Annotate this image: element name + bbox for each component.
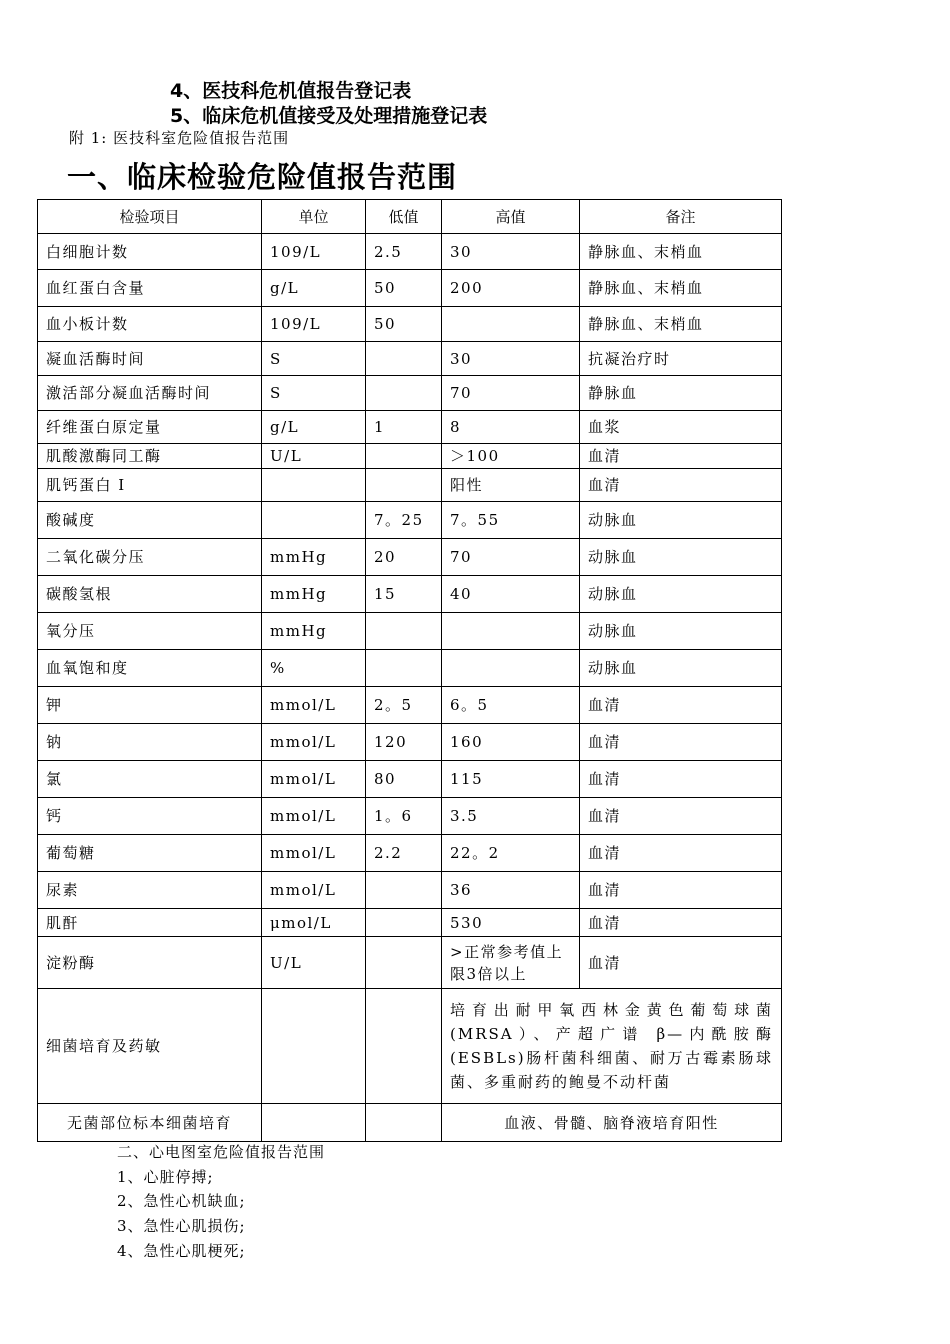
cell-unit: mmol/L (262, 835, 366, 872)
cell-note: 动脉血 (580, 613, 782, 650)
cell-unit: 109/L (262, 234, 366, 270)
cell-high (442, 613, 580, 650)
cell-low (366, 469, 442, 502)
cell-unit: mmol/L (262, 724, 366, 761)
table-row (38, 909, 782, 937)
cell-high (442, 307, 580, 342)
cell-note: 血清 (580, 469, 782, 502)
cell-low: 50 (366, 270, 442, 307)
cell-low (366, 376, 442, 411)
table-row (38, 613, 782, 650)
cell-item: 肌酐 (38, 909, 262, 937)
header-item: 检验项目 (38, 200, 262, 234)
table-row (38, 469, 782, 502)
cell-note: 血清 (580, 909, 782, 937)
cell-high: 阳性 (442, 469, 580, 502)
cell-high: 22。2 (442, 835, 580, 872)
ecg-item-1: 1、心脏停搏; (117, 1168, 214, 1186)
cell-unit: μmol/L (262, 909, 366, 937)
table-row (38, 937, 782, 989)
cell-unit: mmHg (262, 613, 366, 650)
cell-high: 530 (442, 909, 580, 937)
table-row-bacteria (38, 989, 782, 1104)
header-note: 备注 (580, 200, 782, 234)
cell-low: 2.5 (366, 234, 442, 270)
cell-unit (262, 469, 366, 502)
cell-item: 氯 (38, 761, 262, 798)
cell-high: >正常参考值上限3倍以上 (442, 937, 580, 989)
cell-item: 淀粉酶 (38, 937, 262, 989)
cell-low (366, 444, 442, 469)
cell-unit: mmol/L (262, 798, 366, 835)
ecg-item-2: 2、急性心机缺血; (117, 1192, 246, 1210)
cell-item: 细菌培育及药敏 (38, 989, 262, 1104)
cell-low (366, 1104, 442, 1142)
cell-low: 1。6 (366, 798, 442, 835)
cell-item: 血红蛋白含量 (38, 270, 262, 307)
table-row (38, 798, 782, 835)
cell-note: 静脉血 (580, 376, 782, 411)
table-row (38, 539, 782, 576)
cell-note: 血清 (580, 835, 782, 872)
cell-low (366, 342, 442, 376)
table-header-row (38, 200, 782, 234)
cell-low: 80 (366, 761, 442, 798)
cell-note: 血清 (580, 687, 782, 724)
table-row (38, 411, 782, 444)
critical-values-table (37, 199, 782, 1142)
cell-high (442, 650, 580, 687)
table-row (38, 270, 782, 307)
table-row (38, 342, 782, 376)
cell-unit: mmol/L (262, 687, 366, 724)
cell-item: 肌钙蛋白 I (38, 469, 262, 502)
cell-high: 8 (442, 411, 580, 444)
table-row (38, 872, 782, 909)
cell-item: 酸碱度 (38, 502, 262, 539)
table-row (38, 576, 782, 613)
cell-low: 7。25 (366, 502, 442, 539)
ecg-item-3: 3、急性心肌损伤; (117, 1217, 246, 1235)
cell-low: 2。5 (366, 687, 442, 724)
cell-unit: mmHg (262, 539, 366, 576)
cell-note: 血清 (580, 798, 782, 835)
cell-high: 115 (442, 761, 580, 798)
cell-high: 30 (442, 342, 580, 376)
cell-high: 200 (442, 270, 580, 307)
cell-item: 碳酸氢根 (38, 576, 262, 613)
cell-high: 70 (442, 539, 580, 576)
cell-low: 1 (366, 411, 442, 444)
cell-low: 2.2 (366, 835, 442, 872)
table-row (38, 835, 782, 872)
cell-note-span: 培育出耐甲氧西林金黄色葡萄球菌(MRSA）、产超广谱 β—内酰胺酶(ESBLs)肠杆菌科细菌、耐万古霉素肠球菌、多重耐药的鲍曼不动杆菌 (442, 989, 782, 1104)
section1-title: 一、临床检验危险值报告范围 (67, 160, 458, 194)
intro-item-5: 5、临床危机值接受及处理措施登记表 (170, 105, 488, 127)
cell-low (366, 989, 442, 1104)
cell-high: ＞100 (442, 444, 580, 469)
cell-low (366, 909, 442, 937)
table-row (38, 761, 782, 798)
section2-title: 二、心电图室危险值报告范围 (117, 1143, 326, 1161)
cell-low: 50 (366, 307, 442, 342)
header-unit: 单位 (262, 200, 366, 234)
cell-note: 血浆 (580, 411, 782, 444)
cell-low: 20 (366, 539, 442, 576)
cell-low (366, 937, 442, 989)
cell-item: 纤维蛋白原定量 (38, 411, 262, 444)
cell-item: 肌酸激酶同工酶 (38, 444, 262, 469)
cell-high: 3.5 (442, 798, 580, 835)
cell-unit: mmol/L (262, 761, 366, 798)
cell-note: 动脉血 (580, 502, 782, 539)
header-low: 低值 (366, 200, 442, 234)
cell-unit (262, 989, 366, 1104)
cell-unit: S (262, 342, 366, 376)
cell-note: 静脉血、末梢血 (580, 234, 782, 270)
cell-note-span: 血液、骨髓、脑脊液培育阳性 (442, 1104, 782, 1142)
table-row (38, 376, 782, 411)
table-row (38, 724, 782, 761)
cell-item: 血氧饱和度 (38, 650, 262, 687)
cell-unit: mmHg (262, 576, 366, 613)
cell-unit: g/L (262, 411, 366, 444)
header-high: 高值 (442, 200, 580, 234)
cell-unit: % (262, 650, 366, 687)
intro-item-4: 4、医技科危机值报告登记表 (170, 80, 412, 102)
cell-item: 二氧化碳分压 (38, 539, 262, 576)
cell-item: 氧分压 (38, 613, 262, 650)
table-row (38, 502, 782, 539)
cell-item: 白细胞计数 (38, 234, 262, 270)
cell-note: 血清 (580, 872, 782, 909)
cell-low (366, 872, 442, 909)
cell-note: 血清 (580, 444, 782, 469)
cell-high: 30 (442, 234, 580, 270)
cell-high: 6。5 (442, 687, 580, 724)
cell-note: 抗凝治疗时 (580, 342, 782, 376)
cell-high: 70 (442, 376, 580, 411)
cell-low: 120 (366, 724, 442, 761)
cell-note: 血清 (580, 761, 782, 798)
table-row (38, 650, 782, 687)
cell-high: 7。55 (442, 502, 580, 539)
cell-note: 血清 (580, 937, 782, 989)
cell-low (366, 613, 442, 650)
cell-unit: 109/L (262, 307, 366, 342)
cell-unit: S (262, 376, 366, 411)
cell-low (366, 650, 442, 687)
cell-note: 静脉血、末梢血 (580, 270, 782, 307)
cell-note: 动脉血 (580, 539, 782, 576)
cell-unit: mmol/L (262, 872, 366, 909)
cell-note: 静脉血、末梢血 (580, 307, 782, 342)
cell-unit (262, 502, 366, 539)
cell-item: 钠 (38, 724, 262, 761)
cell-high: 40 (442, 576, 580, 613)
cell-unit: U/L (262, 444, 366, 469)
table-row-sterile (38, 1104, 782, 1142)
cell-item: 钾 (38, 687, 262, 724)
table-row (38, 444, 782, 469)
table-row (38, 234, 782, 270)
table-body (38, 200, 782, 1142)
table-row (38, 687, 782, 724)
cell-unit: U/L (262, 937, 366, 989)
cell-item: 激活部分凝血活酶时间 (38, 376, 262, 411)
cell-unit (262, 1104, 366, 1142)
cell-note: 动脉血 (580, 650, 782, 687)
cell-unit: g/L (262, 270, 366, 307)
cell-note: 血清 (580, 724, 782, 761)
cell-note: 动脉血 (580, 576, 782, 613)
cell-item: 尿素 (38, 872, 262, 909)
cell-low: 15 (366, 576, 442, 613)
cell-item: 血小板计数 (38, 307, 262, 342)
cell-high: 36 (442, 872, 580, 909)
cell-item: 钙 (38, 798, 262, 835)
ecg-item-4: 4、急性心肌梗死; (117, 1242, 246, 1260)
cell-item: 葡萄糖 (38, 835, 262, 872)
cell-item: 无菌部位标本细菌培育 (38, 1104, 262, 1142)
appendix-label: 附 1: 医技科室危险值报告范围 (69, 129, 290, 147)
cell-item: 凝血活酶时间 (38, 342, 262, 376)
table-row (38, 307, 782, 342)
cell-high: 160 (442, 724, 580, 761)
